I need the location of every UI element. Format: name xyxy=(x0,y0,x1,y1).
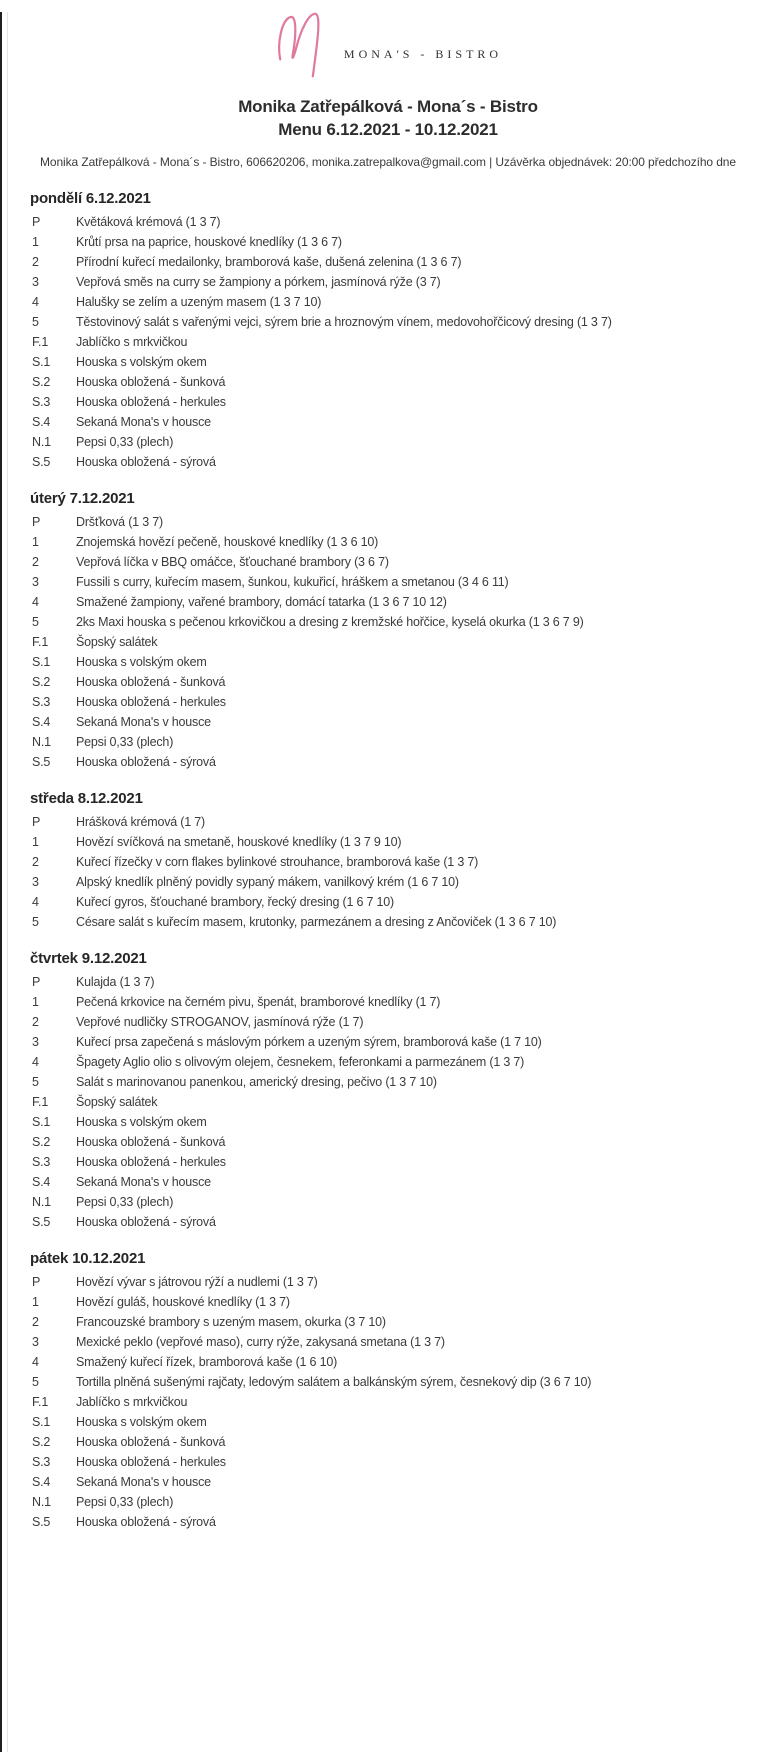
menu-row-code: F.1 xyxy=(32,635,49,649)
menu-row xyxy=(2,1272,774,1292)
menu-row-text: Přírodní kuřecí medailonky, bramborová kaše, dušená zelenina (1 3 6 7) xyxy=(76,255,462,269)
menu-row-text: Krůtí prsa na paprice, houskové knedlíky (1 3 6 7) xyxy=(76,235,342,249)
menu-row-text: Houska obložená - šunková xyxy=(76,1435,226,1449)
menu-row-code: 4 xyxy=(32,295,39,309)
menu-row xyxy=(2,852,774,872)
menu-row-text: Smažený kuřecí řízek, bramborová kaše (1 6 10) xyxy=(76,1355,338,1369)
menu-row xyxy=(2,592,774,612)
menu-row-code: N.1 xyxy=(32,1195,51,1209)
day-heading: středa 8.12.2021 xyxy=(30,790,143,807)
menu-row xyxy=(2,1392,774,1412)
menu-row xyxy=(2,1352,774,1372)
menu-row xyxy=(2,1432,774,1452)
menu-row xyxy=(2,432,774,452)
menu-row-text: Špagety Aglio olio s olivovým olejem, česnekem, feferonkami a parmezánem (1 3 7) xyxy=(76,1055,525,1069)
menu-row-code: 3 xyxy=(32,1335,39,1349)
menu-row-code: P xyxy=(32,215,41,229)
menu-row-text: Houska obložená - sýrová xyxy=(76,1515,216,1529)
menu-row-code: 3 xyxy=(32,275,39,289)
menu-row-code: 3 xyxy=(32,575,39,589)
menu-row xyxy=(2,732,774,752)
menu-row-code: S.2 xyxy=(32,1435,51,1449)
menu-row-text: Alpský knedlík plněný povidly sypaný mákem, vanilkový krém (1 6 7 10) xyxy=(76,875,459,889)
menu-row-code: 5 xyxy=(32,615,39,629)
menu-row-code: S.1 xyxy=(32,655,51,669)
menu-row xyxy=(2,1212,774,1232)
menu-row-text: Šopský salátek xyxy=(76,1095,158,1109)
menu-row-code: S.1 xyxy=(32,355,51,369)
menu-row-text: Mexické peklo (vepřové maso), curry rýže, zakysaná smetana (1 3 7) xyxy=(76,1335,445,1349)
menu-row-code: S.5 xyxy=(32,1215,51,1229)
logo xyxy=(2,12,774,78)
menu-row-code: S.1 xyxy=(32,1115,51,1129)
menu-row xyxy=(2,1492,774,1512)
menu-row-code: 2 xyxy=(32,555,39,569)
contact-line: Monika Zatřepálková - Mona´s - Bistro, 606620206, monika.zatrepalkova@gmail.com | Uzávěrka objednávek: 20:00 předchozího dne xyxy=(40,155,736,169)
menu-row-code: F.1 xyxy=(32,1395,49,1409)
menu-row-code: S.3 xyxy=(32,1455,51,1469)
page-title: Monika Zatřepálková - Mona´s - Bistro xyxy=(238,97,538,116)
menu-row-code: 1 xyxy=(32,1295,39,1309)
menu-row xyxy=(2,652,774,672)
menu-row-code: S.3 xyxy=(32,1155,51,1169)
menu-row-text: Kuřecí gyros, šťouchané brambory, řecký dresing (1 6 7 10) xyxy=(76,895,395,909)
menu-row-code: S.4 xyxy=(32,415,51,429)
menu-row-code: 5 xyxy=(32,915,39,929)
menu-row-text: Sekaná Mona's v housce xyxy=(76,1175,211,1189)
menu-row-code: F.1 xyxy=(32,335,49,349)
menu-row-text: Sekaná Mona's v housce xyxy=(76,1475,211,1489)
menu-row-code: S.5 xyxy=(32,1515,51,1529)
menu-row-text: Hovězí guláš, houskové knedlíky (1 3 7) xyxy=(76,1295,290,1309)
menu-row-text: Houska obložená - herkules xyxy=(76,695,226,709)
menu-row xyxy=(2,1012,774,1032)
menu-row xyxy=(2,1152,774,1172)
day-heading: pátek 10.12.2021 xyxy=(30,1250,146,1267)
menu-row-text: Kuřecí řízečky v corn flakes bylinkové strouhance, bramborová kaše (1 3 7) xyxy=(76,855,479,869)
menu-row-text: Jablíčko s mrkvičkou xyxy=(76,335,188,349)
menu-row xyxy=(2,832,774,852)
menu-row xyxy=(2,392,774,412)
menu-row xyxy=(2,1092,774,1112)
menu-row xyxy=(2,692,774,712)
menu-row xyxy=(2,1072,774,1092)
menu-row-code: S.1 xyxy=(32,1415,51,1429)
menu-row xyxy=(2,1472,774,1492)
day-section xyxy=(2,189,774,472)
day-heading: úterý 7.12.2021 xyxy=(30,490,135,507)
menu-row-text: Tortilla plněná sušenými rajčaty, ledovým salátem a balkánským sýrem, česnekový dip (3 6 7 10) xyxy=(76,1375,592,1389)
page xyxy=(0,12,774,1752)
day-heading: pondělí 6.12.2021 xyxy=(30,190,151,207)
menu-row xyxy=(2,912,774,932)
menu-row-code: 4 xyxy=(32,1055,39,1069)
menu-row-text: Pepsi 0,33 (plech) xyxy=(76,1195,174,1209)
menu-row-text: Kulajda (1 3 7) xyxy=(76,975,155,989)
menu-row-text: Hrášková krémová (1 7) xyxy=(76,815,205,829)
menu-row-text: Pepsi 0,33 (plech) xyxy=(76,1495,174,1509)
menu-row-code: S.2 xyxy=(32,1135,51,1149)
menu-row xyxy=(2,752,774,772)
menu-row xyxy=(2,1132,774,1152)
menu-row-code: F.1 xyxy=(32,1095,49,1109)
menu-row xyxy=(2,872,774,892)
menu-row-code: S.4 xyxy=(32,1475,51,1489)
brand-text: MONA'S - BISTRO xyxy=(343,47,503,61)
menu-row-text: Znojemská hovězí pečeně, houskové knedlíky (1 3 6 10) xyxy=(76,535,379,549)
menu-row-text: Houska obložená - šunková xyxy=(76,1135,226,1149)
menu-row-code: 2 xyxy=(32,1015,39,1029)
menu-row xyxy=(2,712,774,732)
menu-row xyxy=(2,252,774,272)
menu-row xyxy=(2,1032,774,1052)
menu-row-text: Vepřová směs na curry se žampiony a pórkem, jasmínová rýže (3 7) xyxy=(76,275,441,289)
menu-row-code: S.5 xyxy=(32,755,51,769)
menu-row-text: Smažené žampiony, vařené brambory, domácí tatarka (1 3 6 7 10 12) xyxy=(76,595,447,609)
menu-row-text: Houska obložená - herkules xyxy=(76,1455,226,1469)
menu-row-code: P xyxy=(32,1275,41,1289)
menu-row xyxy=(2,812,774,832)
menu-row-text: Houska s volským okem xyxy=(76,1415,207,1429)
day-section xyxy=(2,1249,774,1532)
menu-row-text: Houska obložená - šunková xyxy=(76,375,226,389)
menu-row-text: Houska s volským okem xyxy=(76,1115,207,1129)
menu-row-text: 2ks Maxi houska s pečenou krkovičkou a dresing z kremžské hořčice, kyselá okurka (1 3 6 7 9) xyxy=(76,615,584,629)
menu-row xyxy=(2,292,774,312)
menu-row-text: Těstovinový salát s vařenými vejci, sýrem brie a hroznovým vínem, medovohořčicový dresing (1 3 7) xyxy=(76,315,612,329)
menu-row xyxy=(2,552,774,572)
menu-row-code: S.2 xyxy=(32,675,51,689)
menu-row xyxy=(2,992,774,1012)
menu-row-code: 1 xyxy=(32,835,39,849)
menu-row xyxy=(2,1172,774,1192)
menu-row-text: Césare salát s kuřecím masem, krutonky, parmezánem a dresing z Ančoviček (1 3 6 7 10) xyxy=(76,915,557,929)
menu-row-code: 4 xyxy=(32,895,39,909)
menu-row-text: Houska obložená - herkules xyxy=(76,1155,226,1169)
menu-row xyxy=(2,1512,774,1532)
menu-row-text: Halušky se zelím a uzeným masem (1 3 7 10) xyxy=(76,295,322,309)
menu-row-code: P xyxy=(32,815,41,829)
day-section xyxy=(2,949,774,1232)
menu-row-code: 1 xyxy=(32,235,39,249)
menu-row-code: S.3 xyxy=(32,695,51,709)
menu-row-text: Vepřová líčka v BBQ omáčce, šťouchané brambory (3 6 7) xyxy=(76,555,389,569)
menu-page xyxy=(2,12,774,1532)
menu-row xyxy=(2,972,774,992)
menu-row-code: 3 xyxy=(32,1035,39,1049)
menu-row-code: 4 xyxy=(32,1355,39,1369)
menu-row xyxy=(2,1292,774,1312)
menu-row-text: Pepsi 0,33 (plech) xyxy=(76,735,174,749)
menu-row-text: Jablíčko s mrkvičkou xyxy=(76,1395,188,1409)
menu-row-text: Houska obložená - sýrová xyxy=(76,755,216,769)
menu-row-text: Houska obložená - šunková xyxy=(76,675,226,689)
menu-row-code: 3 xyxy=(32,875,39,889)
menu-row xyxy=(2,412,774,432)
menu-row-text: Pečená krkovice na černém pivu, špenát, bramborové knedlíky (1 7) xyxy=(76,995,441,1009)
logo-m-icon xyxy=(274,12,322,78)
menu-row xyxy=(2,572,774,592)
menu-row-code: 4 xyxy=(32,595,39,609)
menu-row-code: 1 xyxy=(32,535,39,549)
menu-row-text: Salát s marinovanou panenkou, americký dresing, pečivo (1 3 7 10) xyxy=(76,1075,437,1089)
menu-row xyxy=(2,632,774,652)
menu-row-code: 5 xyxy=(32,315,39,329)
menu-row xyxy=(2,232,774,252)
menu-row-code: 2 xyxy=(32,855,39,869)
menu-row xyxy=(2,612,774,632)
day-rows xyxy=(2,972,774,1232)
menu-row xyxy=(2,452,774,472)
menu-row-code: 5 xyxy=(32,1075,39,1089)
menu-row-text: Květáková krémová (1 3 7) xyxy=(76,215,221,229)
menu-row xyxy=(2,1332,774,1352)
menu-row-text: Hovězí vývar s játrovou rýží a nudlemi (1 3 7) xyxy=(76,1275,318,1289)
menu-row xyxy=(2,1452,774,1472)
menu-row-code: S.2 xyxy=(32,375,51,389)
menu-row-code: N.1 xyxy=(32,1495,51,1509)
days xyxy=(2,189,774,1532)
day-rows xyxy=(2,212,774,472)
menu-row-text: Kuřecí prsa zapečená s máslovým pórkem a uzeným sýrem, bramborová kaše (1 7 10) xyxy=(76,1035,542,1049)
menu-row-text: Pepsi 0,33 (plech) xyxy=(76,435,174,449)
menu-row xyxy=(2,672,774,692)
menu-row xyxy=(2,532,774,552)
menu-row xyxy=(2,1412,774,1432)
day-section xyxy=(2,789,774,932)
menu-row xyxy=(2,1312,774,1332)
menu-row xyxy=(2,372,774,392)
day-heading: čtvrtek 9.12.2021 xyxy=(30,950,147,967)
menu-row-text: Vepřové nudličky STROGANOV, jasmínová rýže (1 7) xyxy=(76,1015,364,1029)
menu-date-range: Menu 6.12.2021 - 10.12.2021 xyxy=(278,120,498,139)
menu-row-text: Šopský salátek xyxy=(76,635,158,649)
menu-row-code: S.4 xyxy=(32,1175,51,1189)
menu-row-text: Fussili s curry, kuřecím masem, šunkou, kukuřicí, hráškem a smetanou (3 4 6 11) xyxy=(76,575,509,589)
menu-row-text: Houska s volským okem xyxy=(76,655,207,669)
menu-row-code: 2 xyxy=(32,255,39,269)
menu-row-code: 1 xyxy=(32,995,39,1009)
menu-row-code: S.3 xyxy=(32,395,51,409)
menu-row xyxy=(2,892,774,912)
menu-row-text: Houska s volským okem xyxy=(76,355,207,369)
menu-row-text: Sekaná Mona's v housce xyxy=(76,415,211,429)
menu-row xyxy=(2,352,774,372)
day-section xyxy=(2,489,774,772)
menu-row xyxy=(2,512,774,532)
menu-row xyxy=(2,1052,774,1072)
day-rows xyxy=(2,512,774,772)
menu-row xyxy=(2,212,774,232)
menu-row-code: P xyxy=(32,975,41,989)
menu-row-text: Hovězí svíčková na smetaně, houskové knedlíky (1 3 7 9 10) xyxy=(76,835,402,849)
menu-row xyxy=(2,1372,774,1392)
menu-row xyxy=(2,332,774,352)
menu-row-code: S.4 xyxy=(32,715,51,729)
menu-row-code: S.5 xyxy=(32,455,51,469)
menu-row-code: N.1 xyxy=(32,435,51,449)
day-rows xyxy=(2,1272,774,1532)
menu-row-text: Francouzské brambory s uzeným masem, okurka (3 7 10) xyxy=(76,1315,386,1329)
menu-row xyxy=(2,312,774,332)
menu-row-text: Houska obložená - sýrová xyxy=(76,455,216,469)
day-rows xyxy=(2,812,774,932)
menu-row-text: Sekaná Mona's v housce xyxy=(76,715,211,729)
menu-row xyxy=(2,1112,774,1132)
menu-row-text: Dršťková (1 3 7) xyxy=(76,515,163,529)
menu-row-text: Houska obložená - herkules xyxy=(76,395,226,409)
menu-row xyxy=(2,272,774,292)
menu-row-code: 2 xyxy=(32,1315,39,1329)
menu-row-text: Houska obložená - sýrová xyxy=(76,1215,216,1229)
menu-row-code: N.1 xyxy=(32,735,51,749)
menu-row-code: 5 xyxy=(32,1375,39,1389)
menu-row xyxy=(2,1192,774,1212)
menu-row-code: P xyxy=(32,515,41,529)
